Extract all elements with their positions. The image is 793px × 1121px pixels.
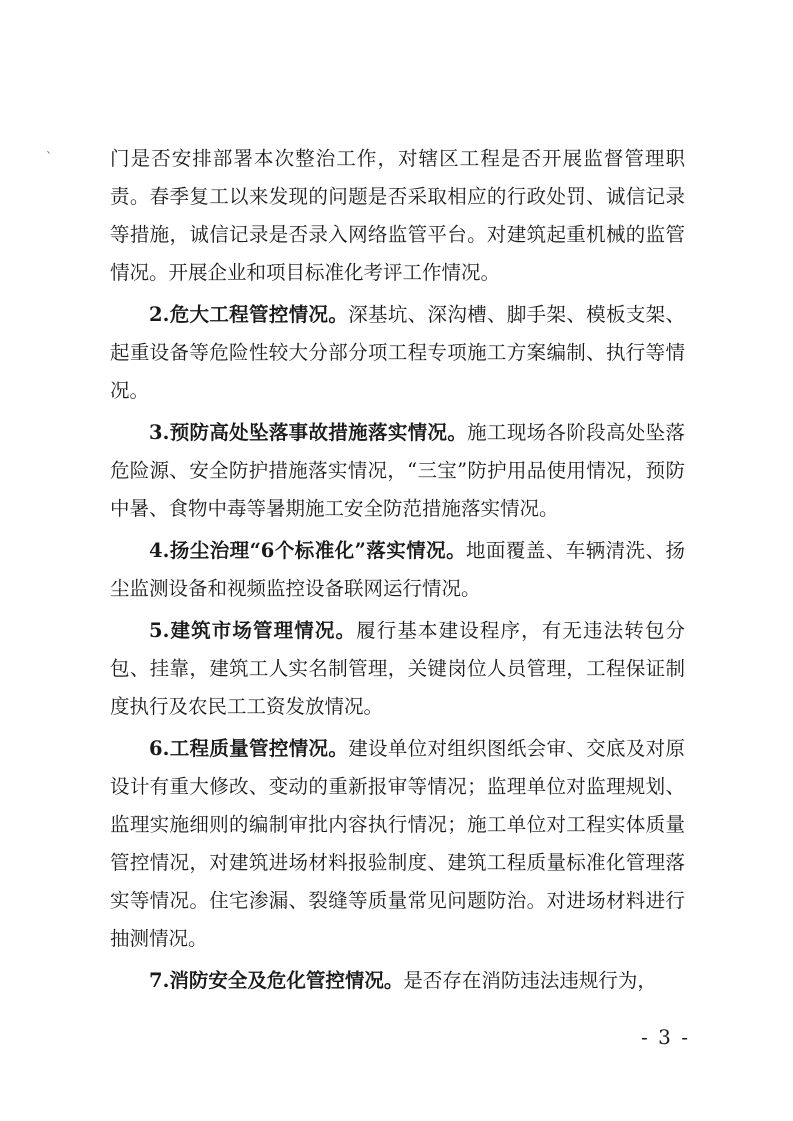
paragraph-item-6 [110, 730, 685, 958]
item-body: 施工现场各阶段高处坠落危险源、安全防护措施落实情况，“三宝”防护用品使用情况，预防中暑、食物中毒等暑期施工安全防范措施落实情况。 [110, 421, 685, 520]
scan-artifact-mark: ` [46, 150, 52, 164]
item-body: 深基坑、深沟槽、脚手架、模板支架、起重设备等危险性较大分部分项工程专项施工方案编制、执行等情况。 [110, 303, 685, 402]
paragraph-item-3 [110, 414, 685, 528]
paragraph-item-5 [110, 612, 685, 726]
item-heading: 7.消防安全及危化管控情况。 [149, 969, 404, 992]
item-body: 是否存在消防违法违规行为， [403, 969, 657, 992]
item-body: 履行基本建设程序，有无违法转包分包、挂靠，建筑工人实名制管理，关键岗位人员管理，工程保证制度执行及农民工工资发放情况。 [110, 619, 685, 718]
paragraph-item-2 [110, 296, 685, 410]
item-heading: 2.危大工程管控情况。 [149, 303, 349, 326]
item-body: 建设单位对组织图纸会审、交底及对原设计有重大修改、变动的重新报审等情况；监理单位对监理规划、监理实施细则的编制审批内容执行情况；施工单位对工程实体质量管控情况，对建筑进场材料报验制度、建筑工程质量标准化管理落实等情况。住宅渗漏、裂缝等质量常见问题防治。对进场材料进行抽测情况。 [110, 737, 685, 950]
item-heading: 4.扬尘治理“6个标准化”落实情况。 [149, 539, 467, 562]
page-number: - 3 - [641, 1025, 690, 1049]
item-heading: 3.预防高处坠落事故措施落实情况。 [149, 421, 468, 444]
paragraph-item-4 [110, 532, 685, 608]
paragraph-item-7 [110, 962, 685, 1000]
item-heading: 6.工程质量管控情况。 [149, 737, 349, 760]
item-body: 地面覆盖、车辆清洗、扬尘监测设备和视频监控设备联网运行情况。 [110, 539, 685, 600]
item-heading: 5.建筑市场管理情况。 [149, 619, 357, 642]
body-text [110, 140, 685, 1000]
paragraph-continuation: 门是否安排部署本次整治工作，对辖区工程是否开展监督管理职责。春季复工以来发现的问题是否采取相应的行政处罚、诚信记录等措施，诚信记录是否录入网络监管平台。对建筑起重机械的监管情况。开展企业和项目标准化考评工作情况。 [110, 147, 685, 284]
